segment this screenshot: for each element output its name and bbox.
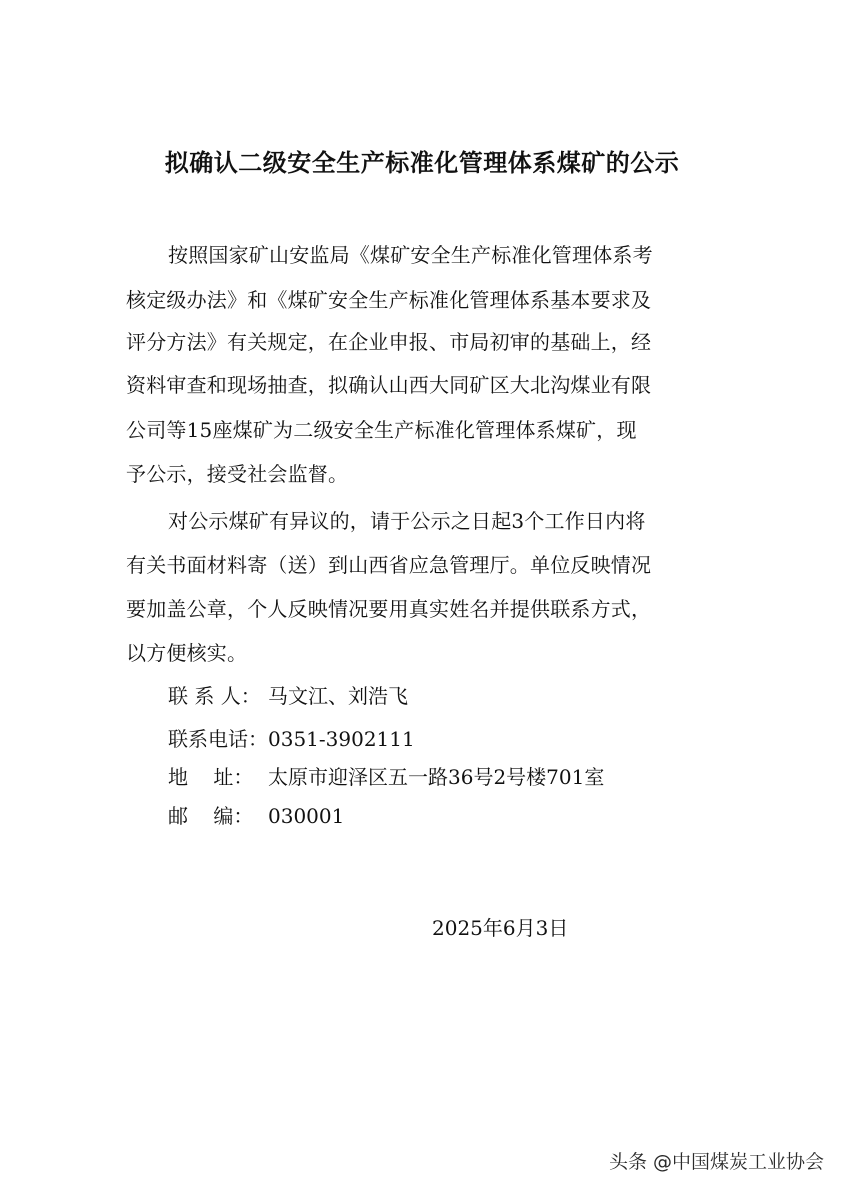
contact-label: 联系电话：: [168, 727, 268, 751]
contact-postcode-row: [168, 801, 344, 831]
contact-phone-row: [168, 724, 415, 754]
paragraph-line: 对公示煤矿有异议的，请于公示之日起3个工作日内将: [168, 509, 646, 533]
paragraph-line: 要加盖公章，个人反映情况要用真实姓名并提供联系方式，: [126, 597, 652, 621]
paragraph-line: 公司等15座煤矿为二级安全生产标准化管理体系煤矿，现: [126, 418, 637, 442]
page-title: 拟确认二级安全生产标准化管理体系煤矿的公示: [164, 149, 680, 177]
contact-value: 马文江、刘浩飞: [268, 684, 408, 708]
contact-value: 太原市迎泽区五一路36号2号楼701室: [268, 765, 605, 789]
contact-value: 030001: [268, 804, 345, 828]
contact-label: 地 址：: [168, 765, 254, 789]
contact-address-row: [168, 762, 604, 792]
paragraph-line: 予公示，接受社会监督。: [126, 462, 349, 486]
paragraph-line: 资料审查和现场抽查，拟确认山西大同矿区大北沟煤业有限: [126, 373, 652, 397]
contact-label: 邮 编：: [168, 804, 254, 828]
paragraph-line: 评分方法》有关规定，在企业申报、市局初审的基础上，经: [126, 330, 652, 354]
contact-value: 0351-3902111: [268, 727, 415, 751]
contact-label: 联 系 人：: [168, 684, 261, 708]
source-watermark: 头条 @中国煤炭工业协会: [608, 1151, 824, 1173]
paragraph-line: 核定级办法》和《煤矿安全生产标准化管理体系基本要求及: [126, 288, 652, 312]
paragraph-line: 以方便核实。: [126, 641, 248, 665]
paragraph-line: 有关书面材料寄（送）到山西省应急管理厅。单位反映情况: [126, 553, 652, 577]
paragraph-line: 按照国家矿山安监局《煤矿安全生产标准化管理体系考: [168, 243, 653, 267]
contact-person-row: [168, 681, 408, 711]
document-date: 2025年6月3日: [432, 916, 569, 940]
